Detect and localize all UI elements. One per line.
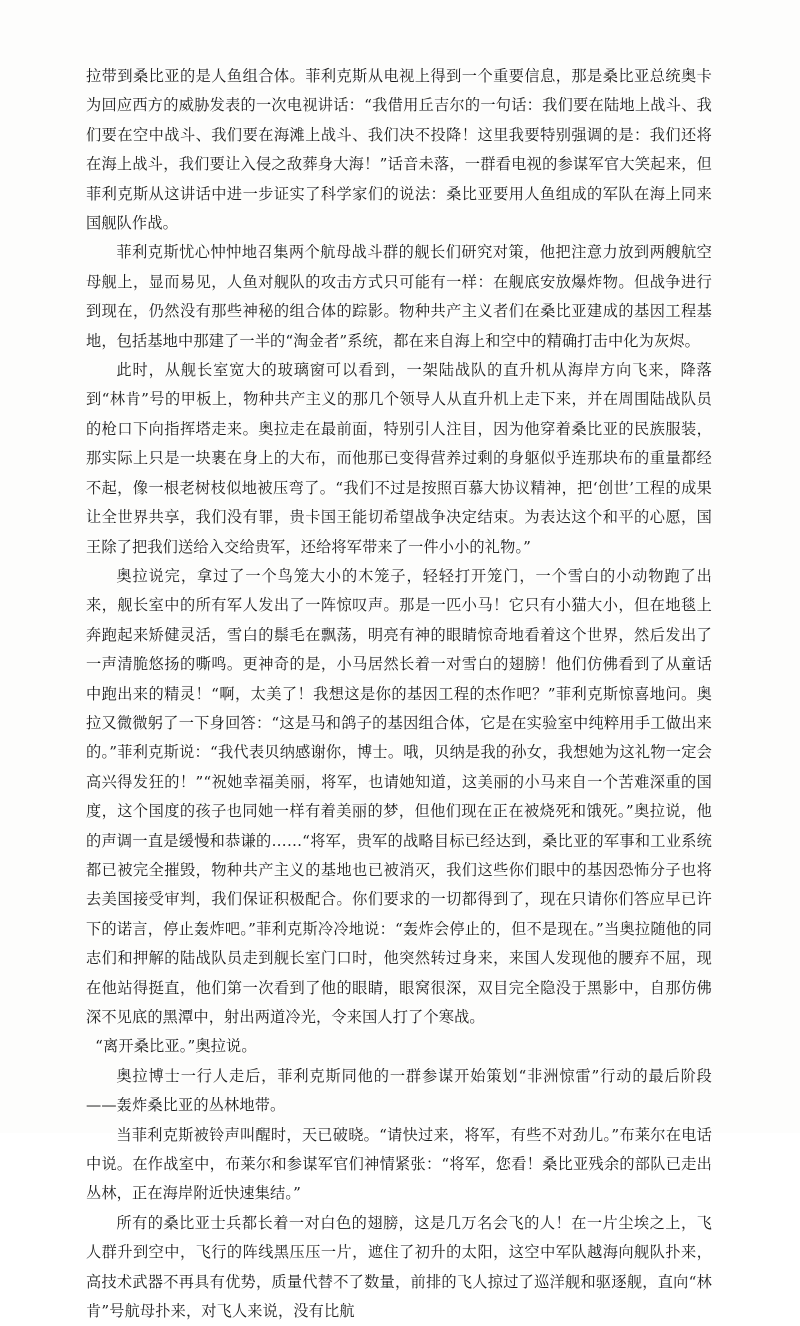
paragraph-6: 奥拉博士一行人走后，菲利克斯同他的一群参谋开始策划“非洲惊雷”行动的最后阶段——轰炸桑比亚的丛林地带。 [86, 1066, 712, 1115]
paragraph-5: “离开桑比亚。”奥拉说。 [95, 1037, 257, 1056]
paragraph-3: 此时，从舰长室宽大的玻璃窗可以看到，一架陆战队的直升机从海岸方向飞来，降落到“林肯”号的甲板上，物种共产主义的那几个领导人从直升机上走下来，并在周围陆战队员的枪口下向指挥塔走来。奥拉走在最前面，特别引人注目，因为他穿着桑比亚的民族服装，那实际上只是一块裹在身上的大布，而他那已变得营养过剩的身躯似乎连那块布的重量都经不起，像一根老树枝似地被压弯了。“我们不过是按照百慕大协议精神，把‘创世’工程的成果让全世界共享，我们没有罪，贵卡国王能切希望战争决定结束。为表达这个和平的心愿，国王除了把我们送给入交给贵军，还给将军带来了一件小小的礼物。” [86, 361, 712, 556]
paragraph-7: 当菲利克斯被铃声叫醒时，天已破晓。“请快过来，将军，有些不对劲儿。”布莱尔在电话中说。在作战室中，布莱尔和参谋军官们神情紧张：“将军，您看！桑比亚残余的部队已走出丛林，正在海岸附近快速集结。” [86, 1125, 712, 1203]
paragraph-2: 菲利克斯忧心忡忡地召集两个航母战斗群的舰长们研究对策，他把注意力放到两艘航空母舰上，显而易见，人鱼对舰队的攻击方式只可能有一样：在舰底安放爆炸物。但战争进行到现在，仍然没有那些神秘的组合体的踪影。物种共产主义者们在桑比亚建成的基因工程基地，包括基地中那建了一半的“淘金者”系统，都在来自海上和空中的精确打击中化为灰烬。 [86, 243, 712, 350]
paragraph-4: 奥拉说完，拿过了一个鸟笼大小的木笼子，轻轻打开笼门，一个雪白的小动物跑了出来，舰长室中的所有军人发出了一阵惊叹声。那是一匹小马！它只有小猫大小，但在地毯上奔跑起来矫健灵活，雪白的鬃毛在飘荡，明亮有神的眼睛惊奇地看着这个世界，然后发出了一声清脆悠扬的嘶鸣。更神奇的是，小马居然长着一对雪白的翅膀！他们仿佛看到了从童话中跑出来的精灵！“啊，太美了！我想这是你的基因工程的杰作吧？”菲利克斯惊喜地问。奥拉又微微躬了一下身回答：“这是马和鸽子的基因组合体，它是在实验室中纯粹用手工做出来的。”菲利克斯说：“我代表贝纳感谢你，博士。哦，贝纳是我的孙女，我想她为这礼物一定会高兴得发狂的！”“祝她幸福美丽，将军，也请她知道，这美丽的小马来自一个苦难深重的国度，这个国度的孩子也同她一样有着美丽的梦，但他们现在正在被烧死和饿死。”奥拉说，他的声调一直是缓慢和恭谦的……“将军，贵军的战略目标已经达到，桑比亚的军事和工业系统都已被完全摧毁，物种共产主义的基地也已被消灭，我们这些你们眼中的基因恐怖分子也将去美国接受审判，我们保证积极配合。你们要求的一切都得到了，现在只请你们答应早已许下的诺言，停止轰炸吧。”菲利克斯冷冷地说：“轰炸会停止的，但不是现在。”当奥拉随他的同志们和押解的陆战队员走到舰长室门口时，他突然转过身来，来国人发现他的腰弃不屈，现在他站得挺直，他们第一次看到了他的眼睛，眼窝很深，双目完全隐没于黑影中，自那仿佛深不见底的黑潭中，射出两道冷光，令来国人打了个寒战。 [86, 566, 712, 1026]
document-body [86, 62, 712, 1326]
paragraph-8: 所有的桑比亚士兵都长着一对白色的翅膀，这是几万名会飞的人！在一片尘埃之上，飞人群升到空中，飞行的阵线黑压压一片，遮住了初升的太阳，这空中军队越海向舰队扑来，高技术武器不再具有优势，质量代替不了数量，前排的飞人掠过了巡洋舰和驱逐舰，直向“林肯”号航母扑来，对飞人来说，没有比航 [86, 1213, 712, 1321]
paragraph-1: 拉带到桑比亚的是人鱼组合体。菲利克斯从电视上得到一个重要信息，那是桑比亚总统奥卡为回应西方的威胁发表的一次电视讲话：“我借用丘吉尔的一句话：我们要在陆地上战斗、我们要在空中战斗、我们要在海滩上战斗、我们决不投降！这里我要特别强调的是：我们还将在海上战斗，我们要让入侵之敌葬身大海！”话音未落，一群看电视的参谋军官大笑起来，但菲利克斯从这讲话中进一步证实了科学家们的说法：桑比亚要用人鱼组成的军队在海上同来国舰队作战。 [86, 67, 712, 233]
